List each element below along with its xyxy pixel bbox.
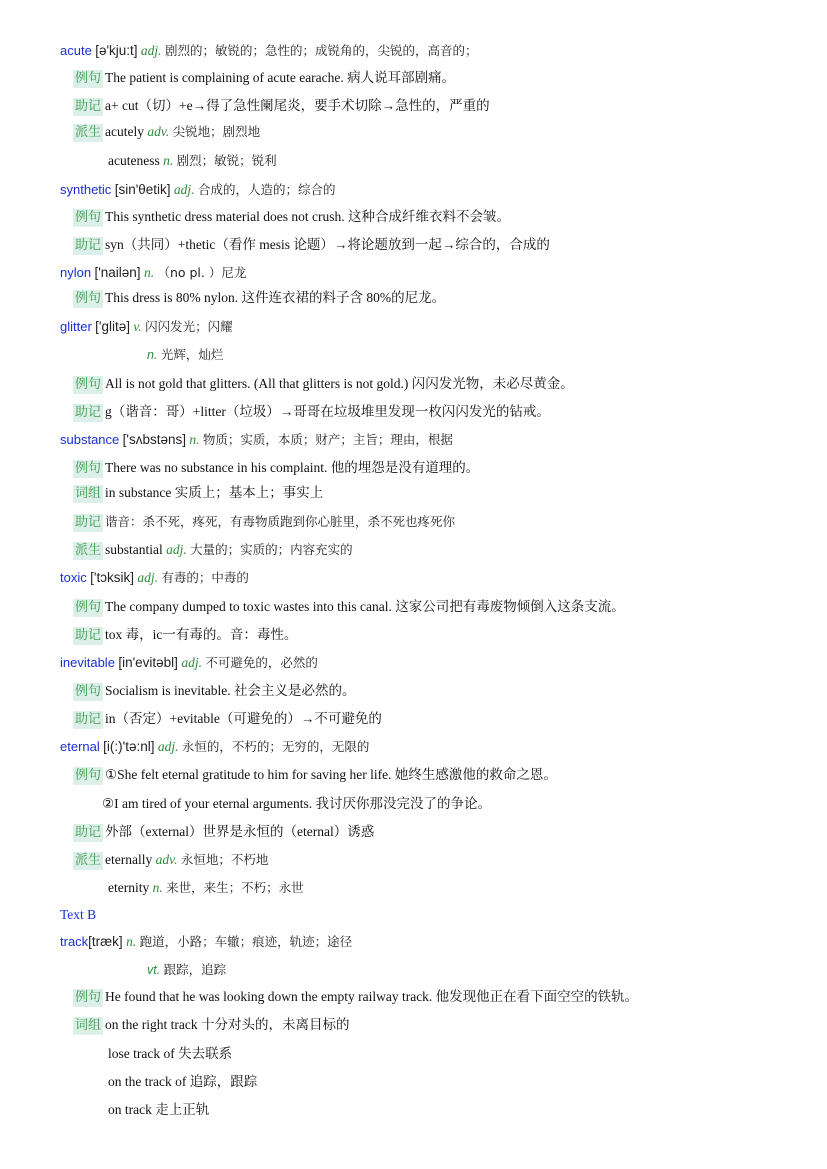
- mnemonic-tag: 助记: [75, 99, 102, 114]
- example-text: There was no substance in his complaint. 他的埋怨是没有道理的。: [105, 460, 480, 475]
- example-row: [73, 208, 510, 227]
- mnemonic-row: [73, 236, 550, 255]
- mnemonic-row: [73, 97, 490, 116]
- entry-glitter-header: [60, 318, 233, 336]
- definition: 合成的，人造的；综合的: [197, 182, 336, 197]
- phonetic: ['sʌbstəns]: [122, 432, 186, 447]
- example-text: ②I am tired of your eternal arguments. 我讨厌你那没完没了的争论。: [102, 796, 492, 811]
- definition: 尖锐地；剧烈地: [172, 124, 261, 139]
- example-tag: 例句: [75, 461, 102, 476]
- phonetic: [ə'kju:t]: [95, 43, 138, 58]
- derivative-row: [108, 879, 304, 897]
- headword: substance: [60, 432, 120, 447]
- headword: synthetic: [60, 182, 112, 197]
- derivative-tag: 派生: [75, 543, 102, 558]
- derivative-word: acuteness: [108, 153, 160, 168]
- definition: 跟踪，追踪: [163, 962, 227, 977]
- mnemonic-tag: 助记: [75, 515, 102, 530]
- mnemonic-text: 外部（external）世界是永恒的（eternal）诱惑: [105, 824, 375, 839]
- example-row: [73, 598, 625, 617]
- definition: 跑道，小路；车辙；痕迹，轨迹；途径: [139, 934, 353, 949]
- entry-toxic-header: [60, 569, 249, 587]
- example-text: This synthetic dress material does not crush. 这种合成纤维衣料不会皱。: [105, 209, 510, 224]
- definition: 不可避免的，必然的: [205, 655, 318, 670]
- part-of-speech: v.: [133, 319, 142, 334]
- example-row: [102, 795, 491, 813]
- phrase-tag: 词组: [75, 1018, 102, 1033]
- definition: 剧烈；敏锐；锐利: [176, 153, 277, 168]
- phrase-text: in substance 实质上；基本上；事实上: [105, 485, 324, 500]
- mnemonic-tag: 助记: [75, 238, 102, 253]
- example-tag: 例句: [75, 377, 102, 392]
- definition: （no pl. ）尼龙: [157, 265, 247, 280]
- phonetic: ['glitə]: [95, 319, 131, 334]
- phrase-row: [108, 1101, 209, 1119]
- part-of-speech: n.: [126, 934, 137, 949]
- derivative-tag: 派生: [75, 853, 102, 868]
- example-tag: 例句: [75, 291, 102, 306]
- derivative-word: substantial: [105, 542, 163, 557]
- mnemonic-text: g（谐音：哥）+litter（垃圾）→哥哥在垃圾堆里发现一枚闪闪发光的钻戒。: [105, 404, 550, 419]
- part-of-speech: n.: [143, 265, 155, 280]
- part-of-speech: n.: [163, 153, 174, 168]
- definition: 剧烈的；敏锐的；急性的；成锐角的，尖锐的，高音的；: [164, 43, 478, 58]
- example-tag: 例句: [75, 768, 102, 783]
- part-of-speech: n.: [147, 348, 158, 362]
- entry-track-header: [60, 933, 352, 951]
- derivative-row: [73, 541, 353, 560]
- derivative-word: eternally: [105, 852, 153, 867]
- example-tag: 例句: [75, 600, 102, 615]
- secondary-sense-row: [147, 346, 223, 364]
- mnemonic-tag: 助记: [75, 405, 102, 420]
- headword: toxic: [60, 570, 87, 585]
- example-row: [73, 375, 574, 394]
- headword: eternal: [60, 739, 100, 754]
- example-row: [73, 766, 557, 785]
- entry-synthetic-header: [60, 181, 335, 199]
- part-of-speech: adj.: [137, 570, 158, 585]
- phonetic: ['nailən]: [94, 265, 141, 280]
- entry-acute-header: [60, 42, 477, 60]
- part-of-speech: vt.: [147, 963, 161, 977]
- phrase-text: on the track of 追踪，跟踪: [108, 1074, 258, 1089]
- mnemonic-tag: 助记: [75, 825, 102, 840]
- part-of-speech: adv.: [147, 124, 170, 139]
- entry-substance-header: [60, 431, 453, 449]
- phonetic: ['tɔksik]: [90, 570, 134, 585]
- derivative-word: eternity: [108, 880, 150, 895]
- secondary-sense-row: [147, 961, 226, 979]
- definition: 永恒地；不朽地: [180, 852, 269, 867]
- headword: nylon: [60, 265, 92, 280]
- mnemonic-text: syn（共同）+thetic（看作 mesis 论题）→将论题放到一起→综合的，合成的: [105, 237, 550, 252]
- example-row: [73, 988, 638, 1007]
- mnemonic-row: [73, 823, 374, 842]
- part-of-speech: adj.: [181, 655, 202, 670]
- headword: inevitable: [60, 655, 115, 670]
- phrase-text: on track 走上正轨: [108, 1102, 210, 1117]
- part-of-speech: adj.: [140, 43, 162, 58]
- mnemonic-row: [73, 403, 550, 422]
- mnemonic-text: in（否定）+evitable（可避免的）→不可避免的: [105, 711, 382, 726]
- derivative-word: acutely: [105, 124, 144, 139]
- mnemonic-row: [73, 626, 297, 645]
- phonetic: [i(:)'tə:nl]: [103, 739, 155, 754]
- part-of-speech: adj.: [173, 182, 195, 197]
- phrase-row: [73, 484, 323, 503]
- definition: 光辉，灿烂: [160, 347, 224, 362]
- derivative-row: [73, 851, 268, 870]
- derivative-tag: 派生: [75, 125, 102, 140]
- phrase-text: lose track of 失去联系: [108, 1046, 233, 1061]
- example-tag: 例句: [75, 210, 102, 225]
- example-row: [73, 682, 356, 701]
- mnemonic-text: tox 毒，ic一有毒的。音：毒性。: [105, 627, 298, 642]
- definition: 物质；实质，本质；财产；主旨；理由，根据: [202, 432, 453, 447]
- phrase-row: [73, 1016, 350, 1035]
- part-of-speech: adj.: [157, 739, 179, 754]
- headword: track: [60, 934, 89, 949]
- example-text: ①She felt eternal gratitude to him for saving her life. 她终生感激他的救命之恩。: [105, 767, 557, 782]
- definition: 大量的；实质的；内容充实的: [190, 542, 353, 557]
- example-row: [73, 459, 479, 478]
- section-title: Text B: [60, 907, 97, 922]
- derivative-row: [73, 123, 260, 142]
- part-of-speech: n.: [189, 432, 200, 447]
- example-text: This dress is 80% nylon. 这件连衣裙的料子含 80%的尼龙。: [105, 290, 446, 305]
- phrase-text: on the right track 十分对头的，未离目标的: [105, 1017, 350, 1032]
- example-tag: 例句: [75, 71, 102, 86]
- phrase-row: [108, 1045, 232, 1063]
- mnemonic-row: [73, 513, 455, 532]
- part-of-speech: adj.: [166, 542, 187, 557]
- example-text: He found that he was looking down the empty railway track. 他发现他正在看下面空空的铁轨。: [105, 989, 639, 1004]
- definition: 来世，来生；不朽；永世: [166, 880, 304, 895]
- phonetic: [sin'θetik]: [114, 182, 171, 197]
- entry-eternal-header: [60, 738, 369, 756]
- mnemonic-row: [73, 710, 382, 729]
- headword: acute: [60, 43, 92, 58]
- example-row: [73, 69, 455, 88]
- entry-inevitable-header: [60, 654, 318, 672]
- example-text: The company dumped to toxic wastes into this canal. 这家公司把有毒废物倾倒入这条支流。: [105, 599, 625, 614]
- example-tag: 例句: [75, 684, 102, 699]
- example-text: All is not gold that glitters. (All that glitters is not gold.) 闪闪发光物，未必尽黄金。: [105, 376, 574, 391]
- part-of-speech: adv.: [155, 852, 178, 867]
- mnemonic-text: 谐音：杀不死，疼死，有毒物质跑到你心脏里，杀不死也疼死你: [105, 514, 456, 529]
- mnemonic-text: a+ cut（切）+e→得了急性阑尾炎，要手术切除→急性的，严重的: [105, 98, 490, 113]
- phrase-row: [108, 1073, 257, 1091]
- example-row: [73, 289, 445, 308]
- example-text: Socialism is inevitable. 社会主义是必然的。: [105, 683, 356, 698]
- example-text: The patient is complaining of acute earache. 病人说耳部剧痛。: [105, 70, 456, 85]
- phrase-tag: 词组: [75, 486, 102, 501]
- definition: 闪闪发光；闪耀: [145, 319, 233, 334]
- phonetic: [in'evitəbl]: [118, 655, 178, 670]
- derivative-row: [108, 152, 277, 170]
- definition: 有毒的；中毒的: [161, 570, 249, 585]
- entry-nylon-header: [60, 264, 246, 282]
- mnemonic-tag: 助记: [75, 628, 102, 643]
- phonetic: [træk]: [88, 934, 123, 949]
- part-of-speech: n.: [152, 880, 163, 895]
- headword: glitter: [60, 319, 92, 334]
- mnemonic-tag: 助记: [75, 712, 102, 727]
- definition: 永恒的，不朽的；无穷的，无限的: [181, 739, 370, 754]
- example-tag: 例句: [75, 990, 102, 1005]
